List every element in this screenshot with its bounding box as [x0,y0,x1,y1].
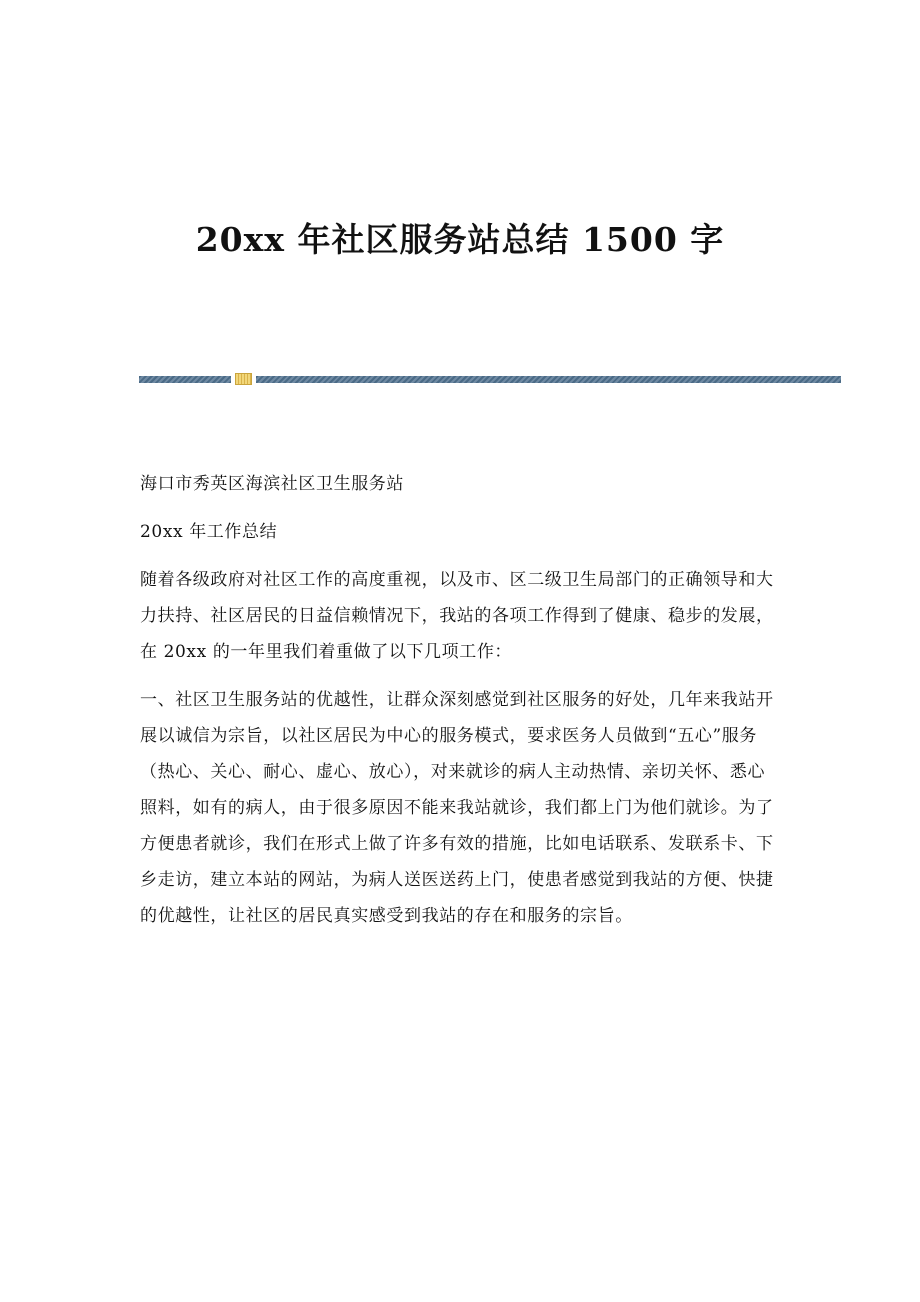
decorative-divider [139,373,841,385]
report-subtitle: 20xx 年工作总结 [140,522,278,542]
divider-bar-left [139,376,231,383]
section-one-paragraph: 一、社区卫生服务站的优越性，让群众深刻感觉到社区服务的好处，几年来我站开展以诚信为宗旨，以社区居民为中心的服务模式，要求医务人员做到“五心”服务（热心、关心、耐心、虚心、放心），对来就诊的病人主动热情、亲切关怀、悉心照料，如有的病人，由于很多原因不能来我站就诊，我们都上门为他们就诊。为了方便患者就诊，我们在形式上做了许多有效的措施，比如电话联系、发联系卡、下乡走访，建立本站的网站，为病人送医送药上门，使患者感觉到我站的方便、快捷的优越性，让社区的居民真实感受到我站的存在和服务的宗旨。 [140,690,774,926]
intro-paragraph: 随着各级政府对社区工作的高度重视，以及市、区二级卫生局部门的正确领导和大力扶持、社区居民的日益信赖情况下，我站的各项工作得到了健康、稳步的发展，在 20xx 的一年里我们着重做了以下几项工作： [140,570,774,662]
document-body [140,466,780,946]
divider-ornament-icon [235,373,252,385]
organization-name: 海口市秀英区海滨社区卫生服务站 [140,474,404,494]
divider-bar-right [256,376,841,383]
document-title: 20xx 年社区服务站总结 1500 字 [195,220,725,259]
